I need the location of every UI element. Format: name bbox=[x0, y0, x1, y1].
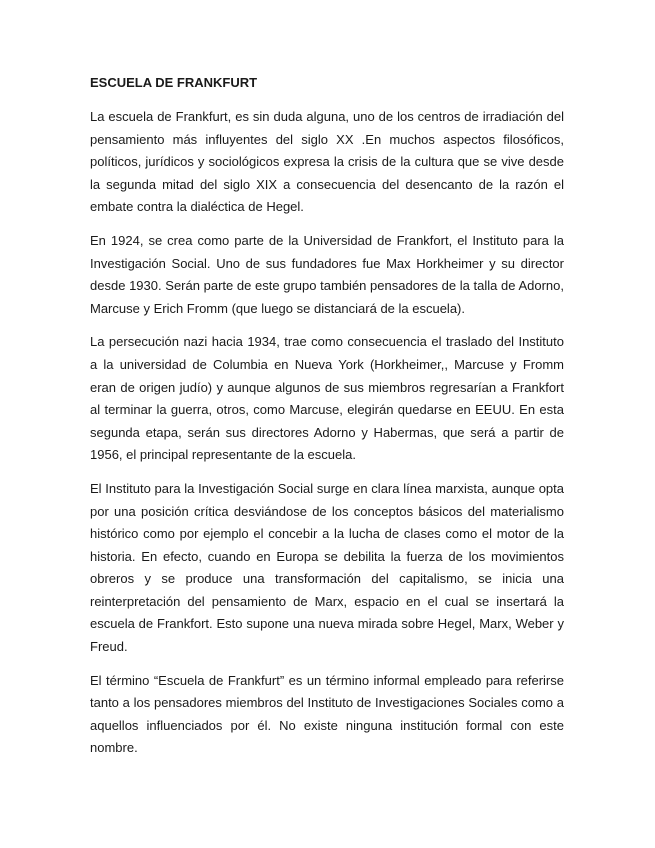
paragraph-4: El Instituto para la Investigación Social surge en clara línea marxista, aunque opta por una posición crítica desviándose de los conceptos básicos del materialismo histórico como por ejemplo el concebir a la lucha de clases como el motor de la historia. En efecto, cuando en Europa se debilita la fuerza de los movimientos obreros y se produce una transformación del capitalismo, se inicia una reinterpretación del pensamiento de Marx, espacio en el cual se insertará la escuela de Frankfort. Esto supone una nueva mirada sobre Hegel, Marx, Weber y Freud. bbox=[90, 480, 564, 655]
paragraph-1: La escuela de Frankfurt, es sin duda alguna, uno de los centros de irradiación del pensamiento más influyentes del siglo XX .En muchos aspectos filosóficos, políticos, jurídicos y sociológicos expresa la crisis de la cultura que se vive desde la segunda mitad del siglo XIX a consecuencia del desencanto de la razón el embate contra la dialéctica de Hegel. bbox=[90, 109, 564, 215]
paragraph-2: En 1924, se crea como parte de la Universidad de Frankfort, el Instituto para la Investigación Social. Uno de sus fundadores fue Max Horkheimer y su director desde 1930. Serán parte de este grupo también pensadores de la talla de Adorno, Marcuse y Erich Fromm (que luego se distanciará de la escuela). bbox=[90, 232, 564, 316]
paragraph-3: La persecución nazi hacia 1934, trae como consecuencia el traslado del Instituto a la universidad de Columbia en Nueva York (Horkheimer,, Marcuse y Fromm eran de origen judío) y aunque algunos de sus miembros regresarían a Frankfort al terminar la guerra, otros, como Marcuse, elegirán quedarse en EEUU. En esta segunda etapa, serán sus directores Adorno y Habermas, que será a partir de 1956, el principal representante de la escuela. bbox=[90, 334, 564, 463]
document-title: ESCUELA DE FRANKFURT bbox=[90, 75, 258, 90]
paragraph-5: El término “Escuela de Frankfurt” es un término informal empleado para referirse tanto a los pensadores miembros del Instituto de Investigaciones Sociales como a aquellos influenciados por él. No existe ninguna institución formal con este nombre. bbox=[90, 672, 564, 756]
document-page bbox=[90, 72, 564, 771]
